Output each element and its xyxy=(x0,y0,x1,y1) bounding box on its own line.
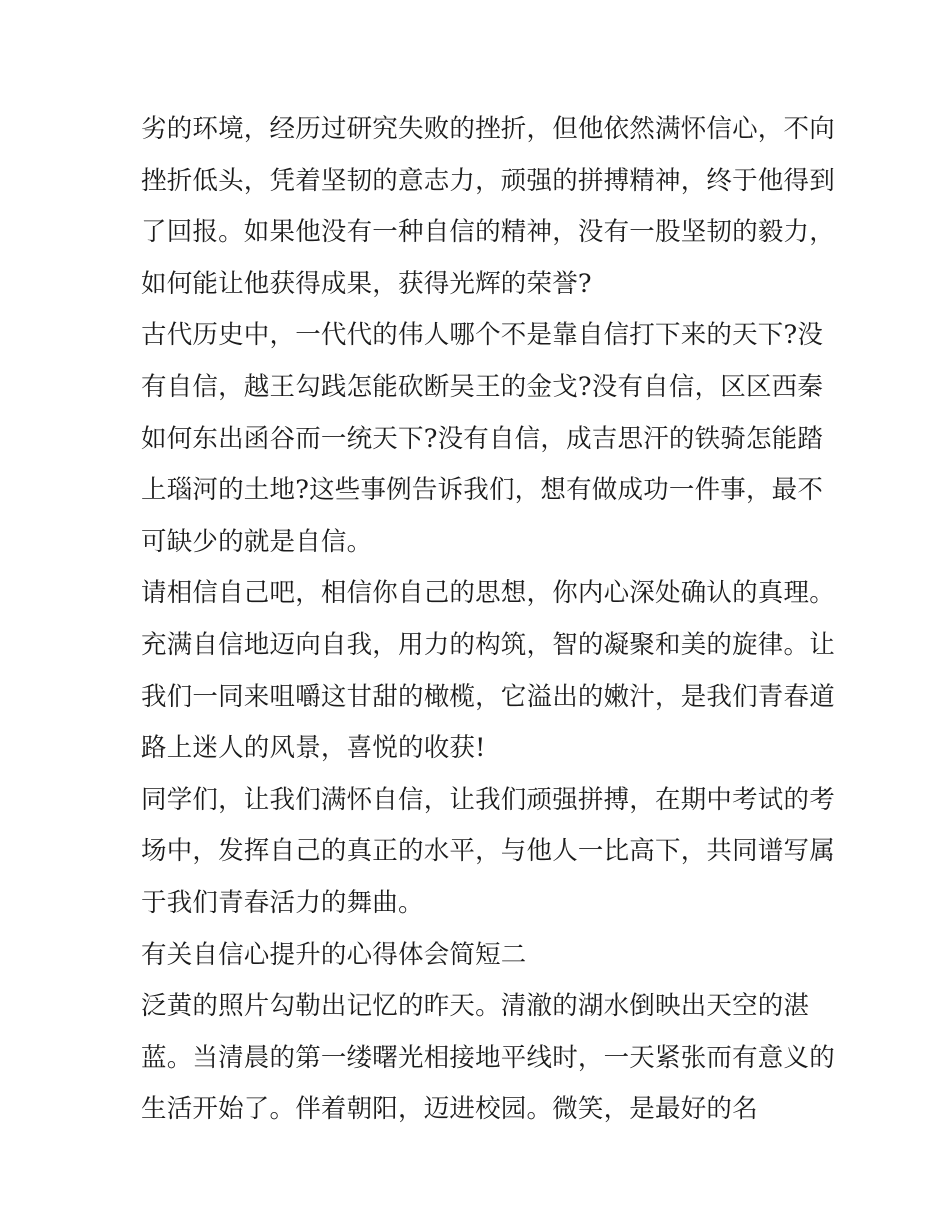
text-line: 我们一同来咀嚼这甘甜的橄榄，它溢出的嫩汁，是我们青春道 xyxy=(141,681,835,712)
text-line: 生活开始了。伴着朝阳，迈进校园。微笑，是最好的名 xyxy=(141,1094,758,1125)
text-line: 了回报。如果他没有一种自信的精神，没有一股坚韧的毅力， xyxy=(141,217,835,248)
text-line: 充满自信地迈向自我，用力的构筑，智的凝聚和美的旋律。让 xyxy=(141,629,835,660)
text-line: 路上迷人的风景，喜悦的收获! xyxy=(141,733,486,764)
text-line: 请相信自己吧，相信你自己的思想，你内心深处确认的真理。 xyxy=(141,578,835,609)
section-heading: 有关自信心提升的心得体会简短二 xyxy=(141,939,527,970)
text-line: 古代历史中，一代代的伟人哪个不是靠自信打下来的天下?没 xyxy=(141,320,824,351)
text-line: 同学们，让我们满怀自信，让我们顽强拼搏，在期中考试的考 xyxy=(141,784,835,815)
text-line: 挫折低头，凭着坚韧的意志力，顽强的拼搏精神，终于他得到 xyxy=(141,165,835,196)
text-line: 场中，发挥自己的真正的水平，与他人一比高下，共同谱写属 xyxy=(141,836,835,867)
text-line: 有自信，越王勾践怎能砍断吴王的金戈?没有自信，区区西秦 xyxy=(141,371,824,402)
text-line: 蓝。当清晨的第一缕曙光相接地平线时，一天紧张而有意义的 xyxy=(141,1042,835,1073)
text-line: 泛黄的照片勾勒出记忆的昨天。清澈的湖水倒映出天空的湛 xyxy=(141,991,810,1022)
text-line: 如何能让他获得成果，获得光辉的荣誉? xyxy=(141,268,592,299)
text-line: 劣的环境，经历过研究失败的挫折，但他依然满怀信心，不向 xyxy=(141,114,835,144)
text-line: 如何东出函谷而一统天下?没有自信，成吉思汗的铁骑怎能踏 xyxy=(141,423,824,454)
text-line: 于我们青春活力的舞曲。 xyxy=(141,887,424,918)
text-line: 可缺少的就是自信。 xyxy=(141,526,373,557)
text-line: 上瑙河的土地?这些事例告诉我们，想有做成功一件事，最不 xyxy=(141,475,824,506)
document-body xyxy=(141,104,835,1136)
